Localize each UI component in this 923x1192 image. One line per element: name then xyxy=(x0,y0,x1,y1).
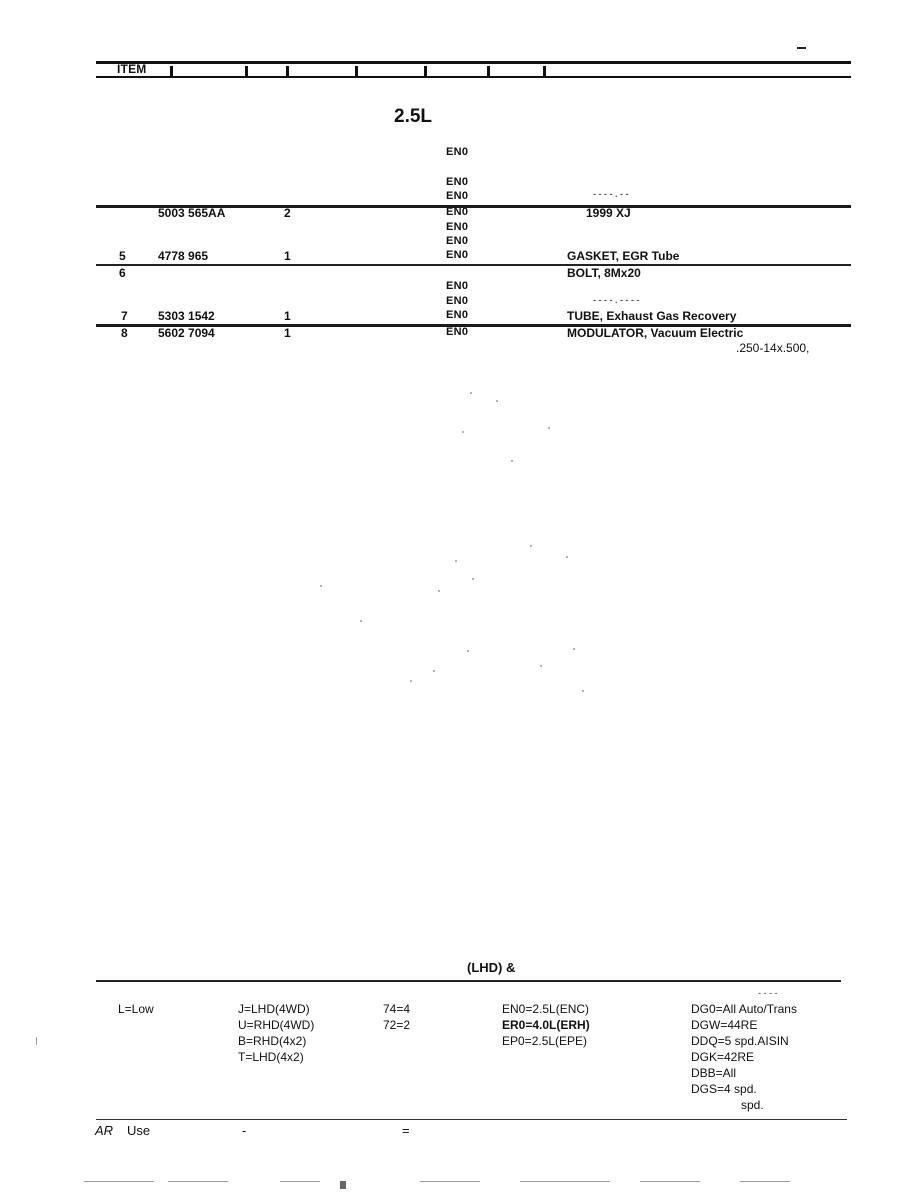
legend-col-line: DGS=4 spd. xyxy=(691,1082,757,1096)
legend-title: (LHD) & xyxy=(467,960,516,975)
table-row-desc: - - - - . - - - - xyxy=(593,295,640,305)
table-row-qty: 1 xyxy=(284,249,291,263)
legend-col-line: spd. xyxy=(741,1098,764,1112)
legend-col-line: 74=4 xyxy=(383,1002,411,1016)
footer-dash: - xyxy=(242,1123,247,1138)
legend-col-line: EN0=2.5L(ENC) xyxy=(502,1002,590,1016)
column-divider xyxy=(543,66,546,77)
section-title: 2.5L xyxy=(394,106,433,127)
table-row-part: 5003 565AA xyxy=(158,206,226,220)
table-row-code: EN0 xyxy=(446,295,469,307)
legend-col-line: DDQ=5 spd.AISIN xyxy=(691,1034,789,1048)
table-row-code: EN0 xyxy=(446,146,469,158)
table-row-desc: GASKET, EGR Tube xyxy=(567,249,680,263)
table-row-code: EN0 xyxy=(446,235,469,247)
column-header-item: ITEM xyxy=(117,62,147,76)
table-row-qty: 2 xyxy=(284,206,291,220)
footer-ar: AR xyxy=(95,1123,114,1138)
row-separator xyxy=(96,264,851,266)
table-row-desc: 1999 XJ xyxy=(586,206,631,220)
table-row-part: 4778 965 xyxy=(158,249,209,263)
table-row-code: EN0 xyxy=(446,190,469,202)
column-divider xyxy=(487,66,490,77)
corner-mark xyxy=(797,47,806,49)
table-row-part: 5303 1542 xyxy=(158,309,215,323)
column-divider xyxy=(286,66,289,77)
table-row-item: 5 xyxy=(119,249,126,263)
legend-corner-marks: - - - - xyxy=(758,988,778,998)
table-row-code: EN0 xyxy=(446,280,469,292)
column-divider xyxy=(245,66,248,77)
legend-col-line: L=Low xyxy=(118,1002,154,1016)
legend-col-line: DG0=All Auto/Trans xyxy=(691,1002,797,1016)
table-row-qty: 1 xyxy=(284,309,291,323)
legend-col-line: ER0=4.0L(ERH) xyxy=(502,1018,590,1032)
table-row-desc: TUBE, Exhaust Gas Recovery xyxy=(567,309,737,323)
legend-col-line: DGW=44RE xyxy=(691,1018,758,1032)
table-row-code: EN0 xyxy=(446,206,469,218)
legend-col-line: J=LHD(4WD) xyxy=(238,1002,310,1016)
footer-use: Use xyxy=(127,1123,151,1138)
legend-col-line: DBB=All xyxy=(691,1066,737,1080)
table-row-desc: .250-14x.500, xyxy=(736,341,810,355)
column-divider xyxy=(355,66,358,77)
footer-equals: = xyxy=(402,1123,410,1138)
table-row-code: EN0 xyxy=(446,309,469,321)
legend-col-line: EP0=2.5L(EPE) xyxy=(502,1034,588,1048)
legend-col-line: 72=2 xyxy=(383,1018,411,1032)
column-divider xyxy=(170,66,173,77)
table-row-item: 7 xyxy=(121,309,128,323)
table-row-desc: MODULATOR, Vacuum Electric xyxy=(567,326,744,340)
header-rule-bottom xyxy=(96,76,851,78)
legend-rule xyxy=(96,980,841,982)
legend-col-line: U=RHD(4WD) xyxy=(238,1018,315,1032)
table-row-qty: 1 xyxy=(284,326,291,340)
table-row-desc: BOLT, 8Mx20 xyxy=(567,266,641,280)
legend-col-line: B=RHD(4x2) xyxy=(238,1034,307,1048)
table-row-code: EN0 xyxy=(446,249,469,261)
table-row-code: EN0 xyxy=(446,221,469,233)
table-row-item: 8 xyxy=(121,326,128,340)
legend-col-line: T=LHD(4x2) xyxy=(238,1050,304,1064)
footer-rule xyxy=(96,1119,847,1120)
table-row-code: EN0 xyxy=(446,326,469,338)
table-row-desc: - - - - . - - xyxy=(593,189,629,199)
legend-col-line: DGK=42RE xyxy=(691,1050,755,1064)
table-row-part: 5602 7094 xyxy=(158,326,215,340)
table-row-code: EN0 xyxy=(446,176,469,188)
column-divider xyxy=(424,66,427,77)
header-rule-top xyxy=(96,61,851,64)
table-row-item: 6 xyxy=(119,266,126,280)
